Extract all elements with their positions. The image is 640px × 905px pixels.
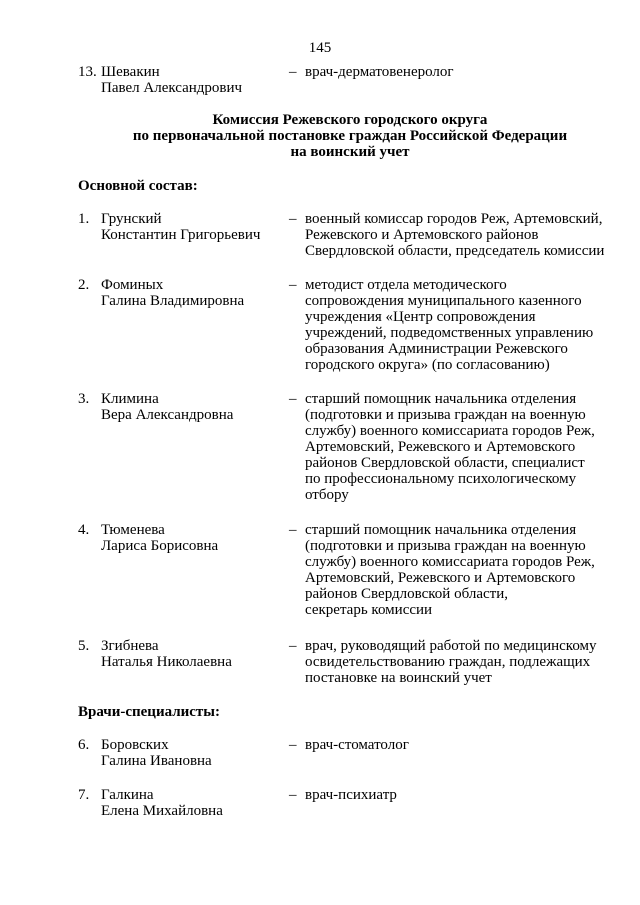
entry-3-dash: –: [289, 391, 297, 407]
entry-7-surname: Галкина: [101, 787, 154, 803]
entry-3-description: [305, 391, 625, 503]
entry-1-number: 1.: [78, 211, 90, 227]
entry-3-given-names: Вера Александровна: [101, 407, 234, 423]
entry-4-description-line: секретарь комиссии: [305, 602, 433, 618]
entry-2-description-line: образования Администрации Режевского: [305, 341, 568, 357]
entry-2-description-line: методист отдела методического: [305, 277, 507, 293]
entry-5-number: 5.: [78, 638, 90, 654]
entry-4-name: [101, 522, 291, 554]
entry-13-name: [101, 64, 291, 96]
entry-5-surname: Згибнева: [101, 638, 159, 654]
entry-3-description-line: службу) военного комиссариата городов Реж,: [305, 423, 595, 439]
entry-1-surname: Грунский: [101, 211, 162, 227]
entry-4-description: [305, 522, 625, 618]
entry-5-name: [101, 638, 291, 670]
entry-3-description-line: по профессиональному психологическому: [305, 471, 577, 487]
entry-3-description-line: отбору: [305, 487, 349, 503]
entry-5-description: [305, 638, 625, 686]
commission-title-line-2: по первоначальной постановке граждан Российской Федерации: [132, 128, 568, 144]
entry-1-description-line: Свердловской области, председатель комиссии: [305, 243, 605, 259]
entry-5-description-line: врач, руководящий работой по медицинскому: [305, 638, 597, 654]
entry-1-dash: –: [289, 211, 297, 227]
entry-5-given-names: Наталья Николаевна: [101, 654, 232, 670]
entry-1-given-names: Константин Григорьевич: [101, 227, 261, 243]
entry-4-dash: –: [289, 522, 297, 538]
entry-6-surname: Боровских: [101, 737, 169, 753]
entry-2-description-line: учреждения «Центр сопровождения: [305, 309, 536, 325]
entry-1-description-line: Режевского и Артемовского районов: [305, 227, 539, 243]
doctors-section-label: Врачи-специалисты:: [78, 704, 221, 720]
entry-13-surname: Шевакин: [101, 64, 160, 80]
entry-2-given-names: Галина Владимировна: [101, 293, 245, 309]
entry-2-description-line: учреждений, подведомственных управлению: [305, 325, 594, 341]
entry-4-number: 4.: [78, 522, 90, 538]
entry-4-description-line: (подготовки и призыва граждан на военную: [305, 538, 586, 554]
page-number: 145: [308, 40, 332, 56]
entry-7-description-line: врач-психиатр: [305, 787, 397, 803]
entry-2-name: [101, 277, 291, 309]
entry-2-description-line: городского округа» (по согласованию): [305, 357, 550, 373]
entry-2-number: 2.: [78, 277, 90, 293]
entry-7-name: [101, 787, 291, 819]
entry-13-given-names: Павел Александрович: [101, 80, 243, 96]
entry-7-number: 7.: [78, 787, 90, 803]
entry-2-surname: Фоминых: [101, 277, 164, 293]
entry-2-dash: –: [289, 277, 297, 293]
commission-title-line-1: Комиссия Режевского городского округа: [212, 112, 488, 128]
main-section-label: Основной состав:: [78, 178, 198, 194]
entry-6-dash: –: [289, 737, 297, 753]
entry-5-description-line: постановке на воинский учет: [305, 670, 492, 686]
entry-13-dash: –: [289, 64, 297, 80]
entry-3-name: [101, 391, 291, 423]
entry-4-description-line: службу) военного комиссариата городов Реж,: [305, 554, 595, 570]
entry-3-description-line: районов Свердловской области, специалист: [305, 455, 585, 471]
entry-3-description-line: (подготовки и призыва граждан на военную: [305, 407, 586, 423]
entry-4-given-names: Лариса Борисовна: [101, 538, 219, 554]
entry-3-surname: Климина: [101, 391, 159, 407]
entry-13-number: 13.: [78, 64, 97, 80]
entry-4-description-line: районов Свердловской области,: [305, 586, 508, 602]
entry-2-description: [305, 277, 625, 373]
entry-6-name: [101, 737, 291, 769]
entry-6-number: 6.: [78, 737, 90, 753]
entry-3-description-line: Артемовский, Режевского и Артемовского: [305, 439, 576, 455]
commission-title-line-3: на воинский учет: [290, 144, 410, 160]
entry-6-description: [305, 737, 625, 753]
entry-1-name: [101, 211, 291, 243]
entry-13-description: врач-дерматовенеролог: [305, 64, 454, 80]
entry-6-given-names: Галина Ивановна: [101, 753, 212, 769]
entry-7-dash: –: [289, 787, 297, 803]
entry-4-description-line: старший помощник начальника отделения: [305, 522, 577, 538]
commission-title: [60, 112, 640, 160]
entry-7-given-names: Елена Михайловна: [101, 803, 223, 819]
entry-3-number: 3.: [78, 391, 90, 407]
entry-4-description-line: Артемовский, Режевского и Артемовского: [305, 570, 576, 586]
entry-1-description: [305, 211, 625, 259]
entry-3-description-line: старший помощник начальника отделения: [305, 391, 577, 407]
entry-5-dash: –: [289, 638, 297, 654]
entry-5-description-line: освидетельствованию граждан, подлежащих: [305, 654, 591, 670]
entry-4-surname: Тюменева: [101, 522, 165, 538]
entry-2-description-line: сопровождения муниципального казенного: [305, 293, 582, 309]
entry-1-description-line: военный комиссар городов Реж, Артемовский,: [305, 211, 603, 227]
entry-7-description: [305, 787, 625, 803]
entry-6-description-line: врач-стоматолог: [305, 737, 409, 753]
